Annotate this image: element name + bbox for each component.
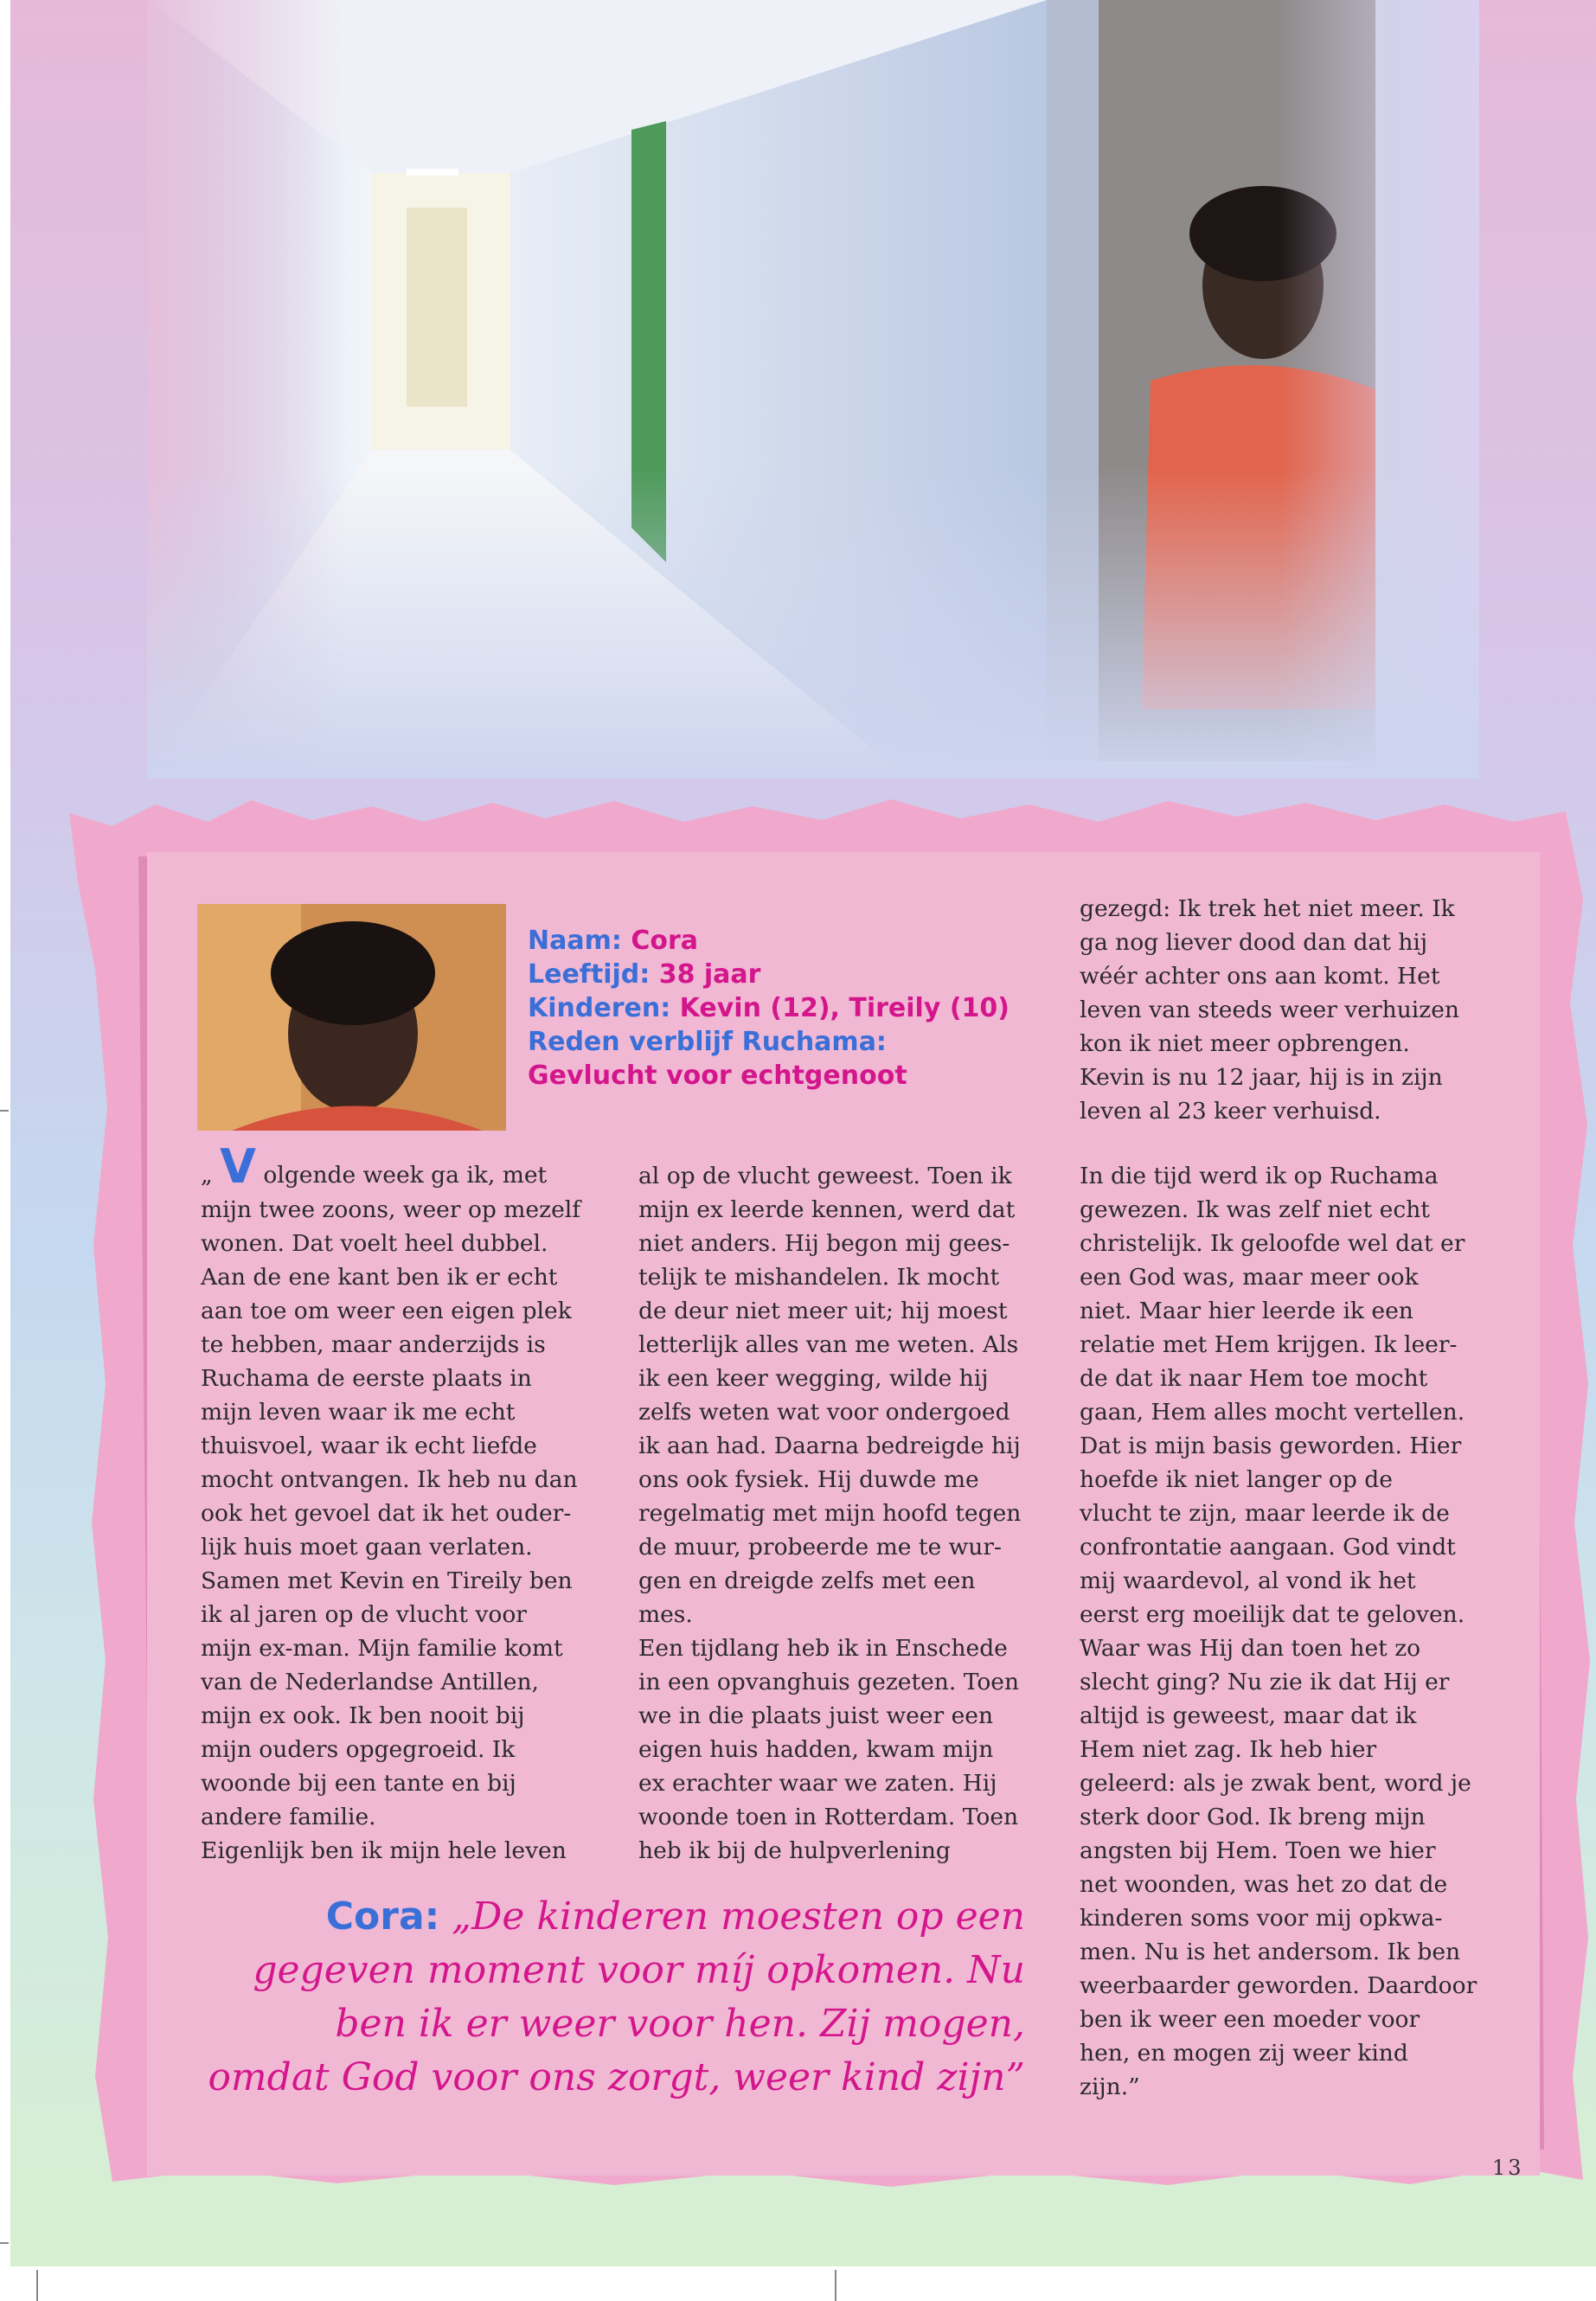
pull-quote (208, 1890, 1025, 2105)
leeftijd-value: 38 jaar (658, 959, 761, 990)
article-column-3: In die tijd werd ik op Ruchama gewezen. Ik was zelf niet echt christelijk. Ik geloofde wel dat er een God was, maar meer ook niet. Maar hier leerde ik een relatie met Hem krijgen. Ik leer- de dat ik naar Hem toe mocht gaan, Hem alles mocht vertellen. Dat is mijn basis geworden. Hier hoefde ik niet langer op de vlucht te zijn, maar leerde ik de confrontatie aangaan. God vindt mij waardevol, al vond ik het eerst erg moeilijk dat te geloven. Waar was Hij dan toen het zo slecht ging? Nu zie ik dat Hij er altijd is geweest, maar dat ik Hem niet zag. Ik heb hier geleerd: als je zwak bent, word je sterk door God. Ik breng mijn angsten bij Hem. Toen we hier net woonden, was het zo dat de kinderen soms voor mij opkwa- men. Nu is het andersom. Ik ben weerbaarder geworden. Daardoor ben ik weer een moeder voor hen, en mogen zij weer kind zijn.” (1080, 1163, 1477, 2100)
article-column-1: mijn twee zoons, weer op mezelf wonen. Dat voelt heel dubbel. Aan de ene kant ben ik er echt aan toe om weer een eigen plek te hebben, maar anderzijds is Ruchama de eerste plaats in mijn leven waar ik me echt thuisvoel, waar ik echt liefde mocht ontvangen. Ik heb nu dan ook het gevoel dat ik het ouder- lijk huis moet gaan verlaten. Samen met Kevin en Tireily ben ik al jaren op de vlucht voor mijn ex-man. Mijn familie komt van de Nederlandse Antillen, mijn ex ook. Ik ben nooit bij mijn ouders opgegroeid. Ik woonde bij een tante en bij andere familie. Eigenlijk ben ik mijn hele leven (201, 1196, 581, 1864)
kinderen-label: Kinderen: (528, 993, 671, 1023)
naam-value: Cora (631, 926, 698, 956)
article-first-line: olgende week ga ik, met (263, 1162, 548, 1189)
crop-mark (835, 2270, 836, 2301)
open-quote: „ (201, 1162, 213, 1189)
kinderen-value: Kevin (12), Tireily (10) (679, 993, 1010, 1023)
crop-mark (0, 2242, 9, 2244)
article-column-2: al op de vlucht geweest. Toen ik mijn ex leerde kennen, werd dat niet anders. Hij begon mij gees- telijk te mishandelen. Ik mocht de deur niet meer uit; hij moest letterlijk alles van me weten. Als ik een keer wegging, wilde hij zelfs weten wat voor ondergoed ik aan had. Daarna bedreigde hij ons ook fysiek. Hij duwde me regelmatig met mijn hoofd tegen de muur, probeerde me te wur- gen en dreigde zelfs met een mes. Een tijdlang heb ik in Enschede in een opvanghuis gezeten. Toen we in die plaats juist weer een eigen huis hadden, kwam mijn ex erachter waar we zaten. Hij woonde toen in Rotterdam. Toen heb ik bij de hulpverlening (638, 1163, 1022, 1864)
page-trim (0, 0, 10, 2301)
fact-kinderen (528, 991, 1064, 1025)
article-column-3-top: gezegd: Ik trek het niet meer. Ik ga nog liever dood dan dat hij wéér achter ons aan komt. Het leven van steeds weer verhuizen kon ik niet meer opbrengen. Kevin is nu 12 jaar, hij is in zijn leven al 23 keer verhuisd. (1080, 895, 1459, 1125)
page-trim-bottom (0, 2266, 1596, 2301)
profile-facts (528, 924, 1064, 1093)
fact-reden-value-line (528, 1059, 1064, 1093)
fact-naam (528, 924, 1064, 958)
leeftijd-label: Leeftijd: (528, 959, 651, 990)
pull-quote-text: „De kinderen moesten op een gegeven moment voor míj opkomen. Nu ben ik er weer voor hen. Zij mogen, omdat God voor ons zorgt, weer kind zijn” (208, 1894, 1025, 2099)
crop-mark (36, 2270, 38, 2301)
fact-reden (528, 1025, 1064, 1059)
drop-cap: V (220, 1139, 256, 1194)
pull-quote-speaker: Cora: (325, 1894, 440, 1939)
fact-leeftijd (528, 958, 1064, 991)
crop-mark (0, 1110, 9, 1112)
portrait-photo (197, 904, 506, 1131)
reden-label: Reden verblijf Ruchama: (528, 1027, 887, 1057)
page-number: 13 (1492, 2156, 1524, 2180)
article-opening (201, 1139, 548, 1194)
hallway-photo (147, 0, 1479, 779)
reden-value: Gevlucht voor echtgenoot (528, 1061, 907, 1091)
naam-label: Naam: (528, 926, 622, 956)
